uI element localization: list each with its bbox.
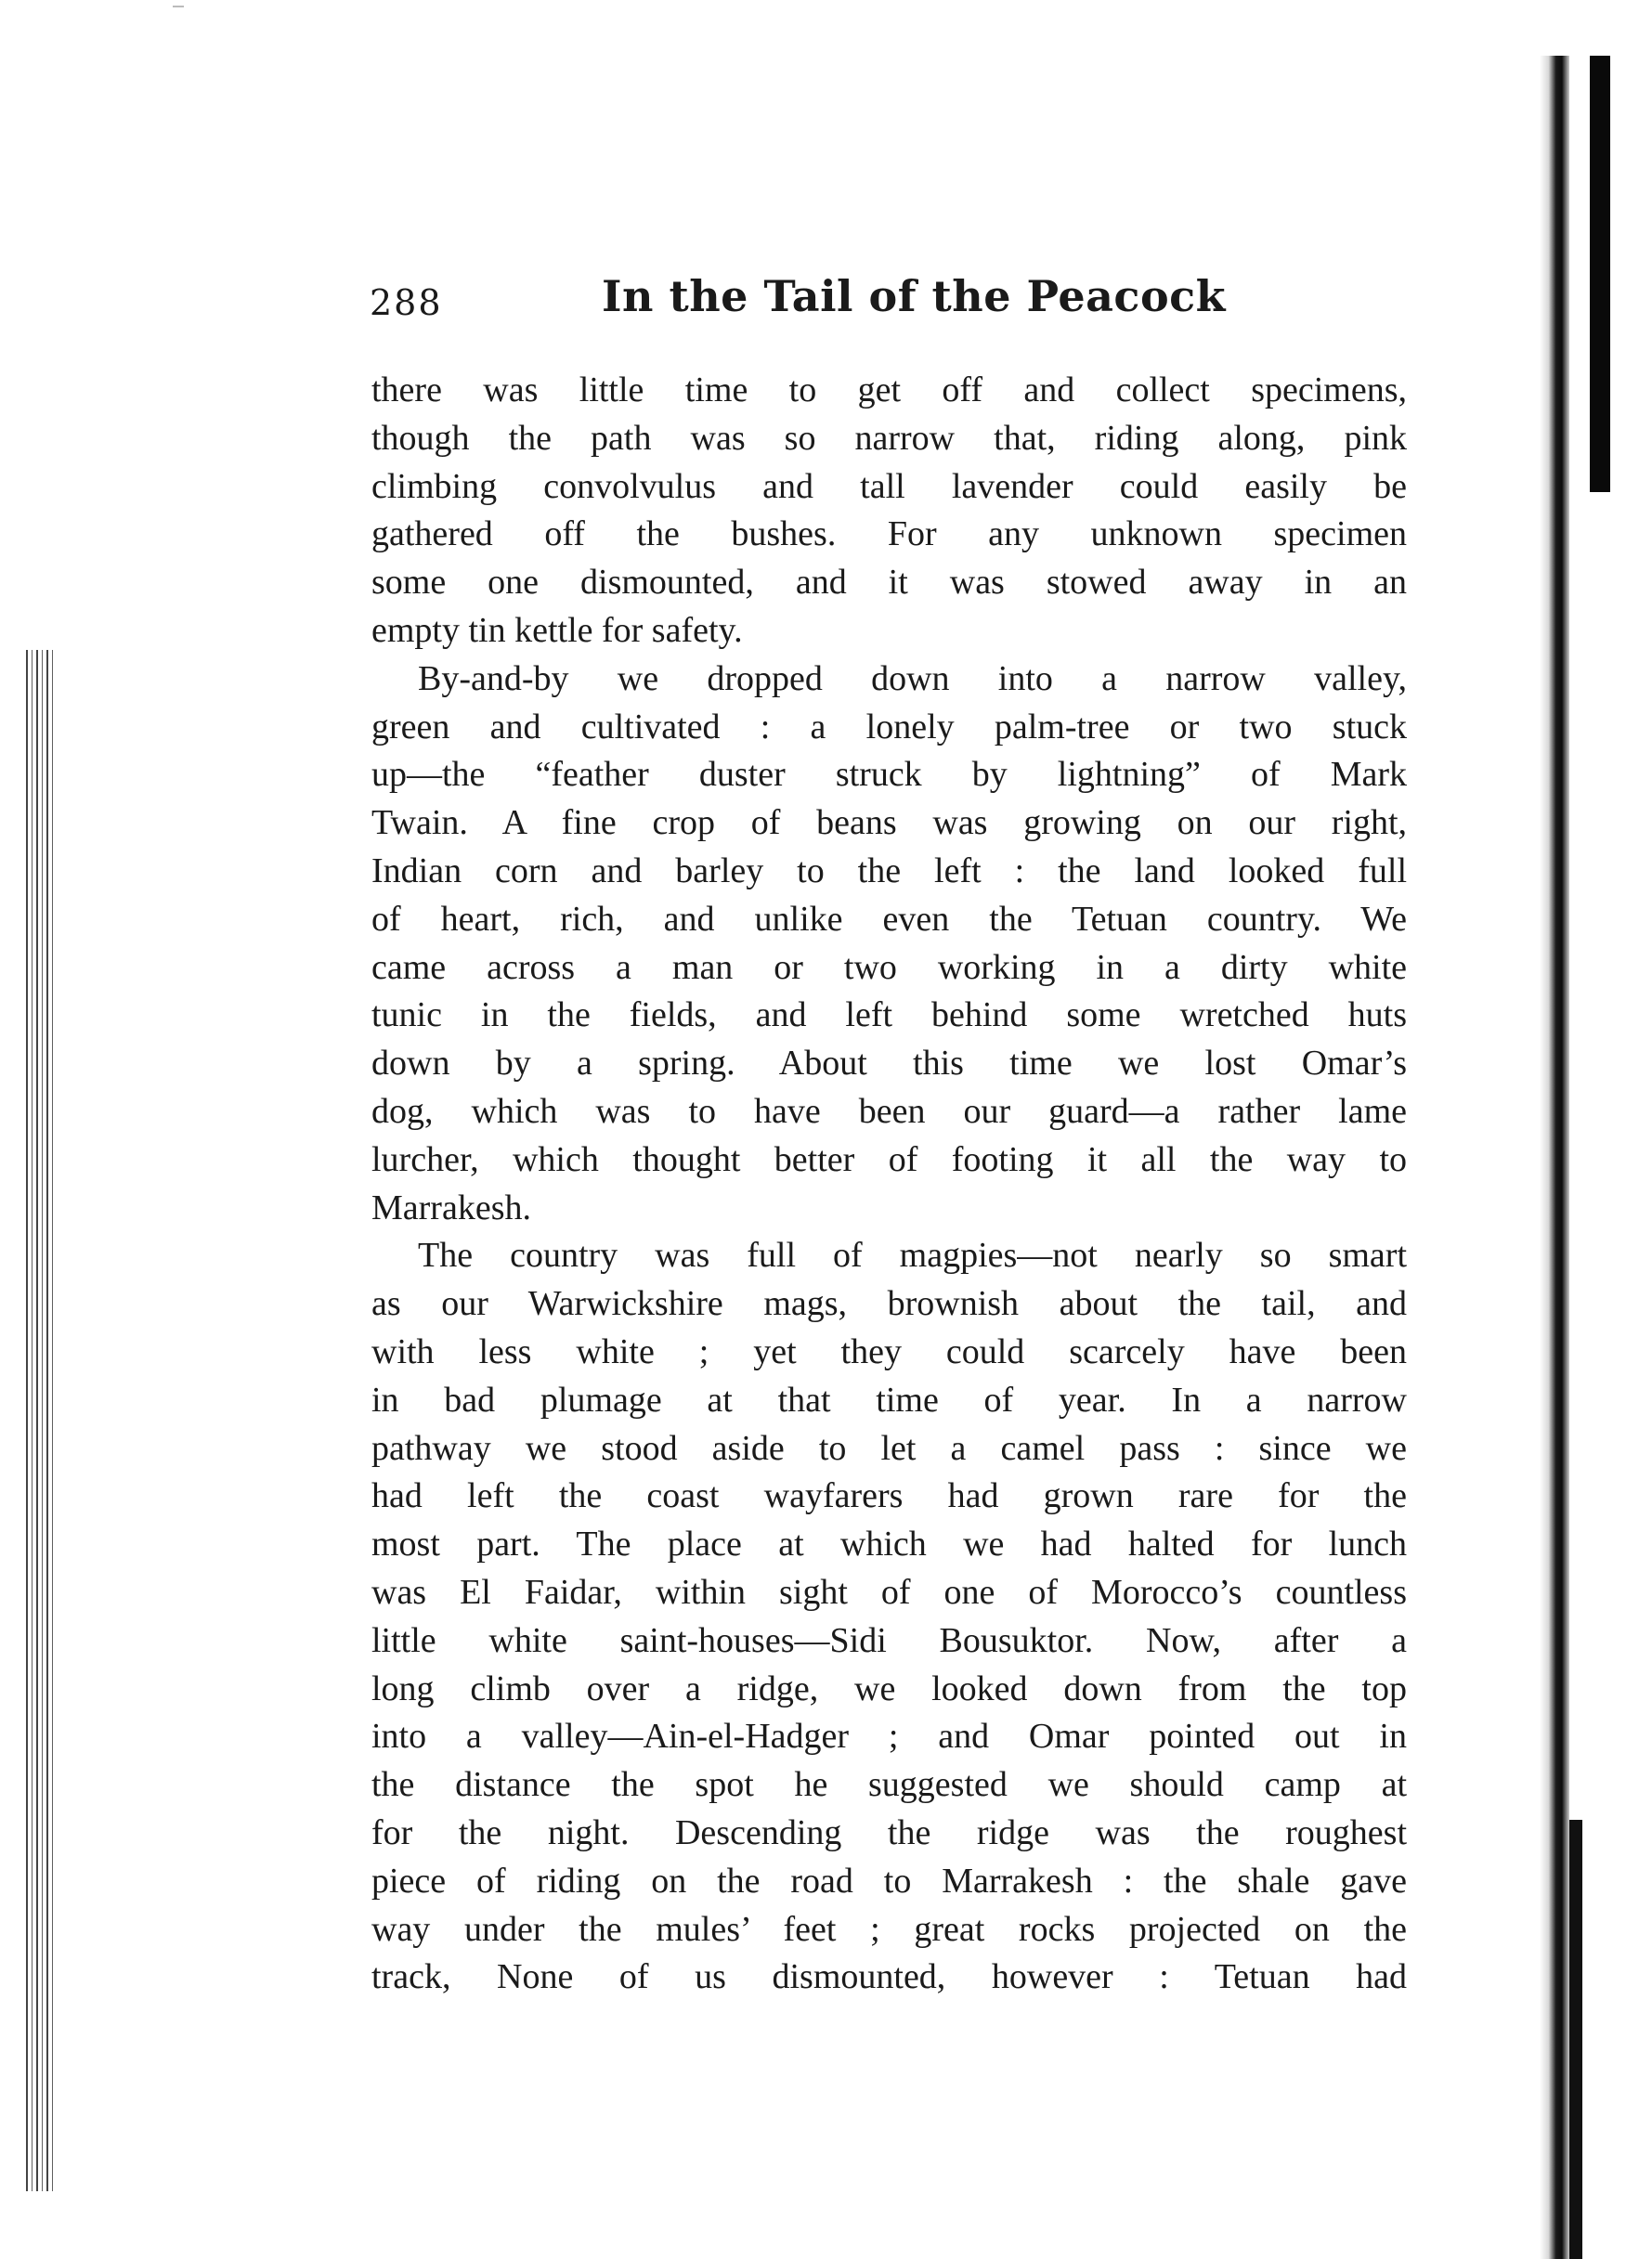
text-line: of heart, rich, and unlike even the Tetuan country. We: [371, 899, 1407, 939]
text-line: pathway we stood aside to let a camel pass : since we: [371, 1428, 1407, 1468]
text-line: Twain. A fine crop of beans was growing on our right,: [371, 803, 1407, 843]
text-line: track, None of us dismounted, however : Tetuan had: [371, 1957, 1407, 1997]
text-line: The country was full of magpies—not nearly so smart: [418, 1236, 1407, 1276]
text-line: with less white ; yet they could scarcely have been: [371, 1331, 1407, 1371]
scan-mark: [173, 6, 184, 7]
text-line: down by a spring. About this time we lost Omar’s: [371, 1044, 1407, 1084]
text-line: had left the coast wayfarers had grown rare for the: [371, 1476, 1407, 1516]
text-line: tunic in the fields, and left behind some wretched huts: [371, 995, 1407, 1035]
page-number: 288: [370, 282, 443, 323]
text-line: way under the mules’ feet ; great rocks projected on the: [371, 1909, 1407, 1949]
text-line: up—the “feather duster struck by lightning” of Mark: [371, 755, 1407, 795]
text-line: for the night. Descending the ridge was the roughest: [371, 1812, 1407, 1852]
text-line: empty tin kettle for safety.: [371, 610, 743, 650]
text-line: most part. The place at which we had halted for lunch: [371, 1525, 1407, 1564]
right-binding-edge-bottom: [1569, 1820, 1582, 2259]
text-line: there was little time to get off and collect specimens,: [371, 370, 1407, 409]
right-binding-shadow: [1540, 56, 1569, 2259]
text-line: the distance the spot he suggested we should camp at: [371, 1765, 1407, 1805]
running-head: [370, 271, 1410, 336]
text-line: gathered off the bushes. For any unknown specimen: [371, 514, 1407, 554]
text-line: little white saint-houses—Sidi Bousuktor. Now, after a: [371, 1620, 1407, 1660]
paragraph: [371, 656, 1407, 1233]
text-line: came across a man or two working in a dirty white: [371, 947, 1407, 987]
text-line: climbing convolvulus and tall lavender could easily be: [371, 466, 1407, 506]
text-line: lurcher, which thought better of footing it all the way to: [371, 1139, 1407, 1179]
text-line: green and cultivated : a lonely palm-tree or two stuck: [371, 707, 1407, 747]
text-line: Marrakesh.: [371, 1188, 531, 1227]
text-line: was El Faidar, within sight of one of Morocco’s countless: [371, 1572, 1407, 1612]
book-title: In the Tail of the Peacock: [602, 271, 1227, 321]
text-line: as our Warwickshire mags, brownish about the tail, and: [371, 1284, 1407, 1324]
text-line: dog, which was to have been our guard—a rather lame: [371, 1091, 1407, 1131]
text-line: piece of riding on the road to Marrakesh : the shale gave: [371, 1861, 1407, 1901]
right-binding-edge-top: [1590, 56, 1610, 492]
text-line: some one dismounted, and it was stowed away in an: [371, 563, 1407, 603]
paragraph: [371, 1232, 1407, 2002]
text-line: Indian corn and barley to the left : the land looked full: [371, 850, 1407, 890]
paragraph: [371, 367, 1407, 656]
body-text: [371, 367, 1407, 2002]
left-binding-shadow: [26, 650, 54, 2191]
text-line: though the path was so narrow that, riding along, pink: [371, 418, 1407, 458]
text-line: By-and-by we dropped down into a narrow valley,: [418, 658, 1407, 698]
text-line: long climb over a ridge, we looked down from the top: [371, 1668, 1407, 1708]
text-line: in bad plumage at that time of year. In a narrow: [371, 1380, 1407, 1420]
text-line: into a valley—Ain-el-Hadger ; and Omar pointed out in: [371, 1717, 1407, 1757]
